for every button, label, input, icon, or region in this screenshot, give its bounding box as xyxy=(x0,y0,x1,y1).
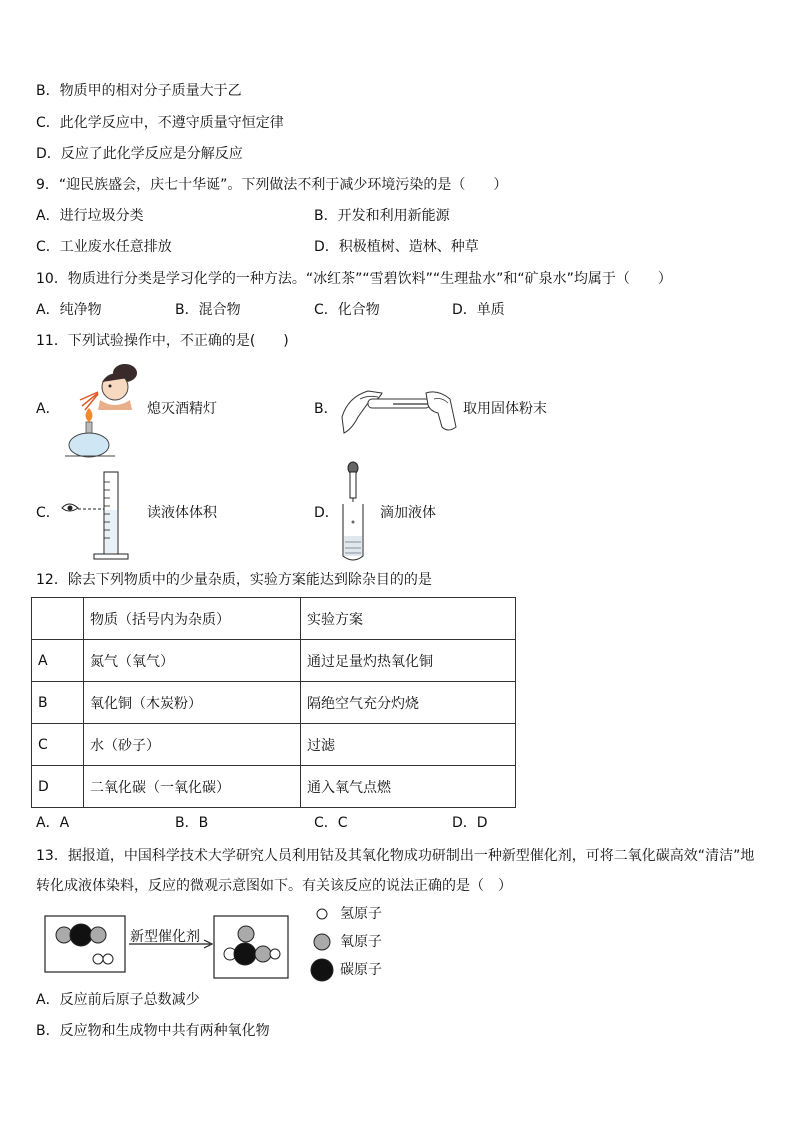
table-cell: D xyxy=(32,766,84,808)
q8-option-d: D．反应了此化学反应是分解反应 xyxy=(36,146,243,162)
q10-option-a: A．纯净物 xyxy=(36,302,102,318)
q11-option-d-letter: D． xyxy=(314,505,339,521)
q12-option-b: B．B xyxy=(175,815,209,831)
q13-stem-line1: 13．据报道，中国科学技术大学研究人员利用钴及其氧化物成功研制出一种新型催化剂，可将二氧化碳高效“清洁”地 xyxy=(36,848,755,864)
q12-option-a: A．A xyxy=(36,815,70,831)
q9-stem: 9．“迎民族盛会，庆七十华诞”。下列做法不利于减少环境污染的是（ ） xyxy=(36,177,508,193)
table-row xyxy=(32,682,516,724)
q13-option-b: B．反应物和生成物中共有两种氧化物 xyxy=(36,1023,270,1039)
table-cell: 过滤 xyxy=(301,724,516,766)
q9-option-b: B．开发和利用新能源 xyxy=(314,208,450,224)
q11-option-c-label: 读液体体积 xyxy=(147,505,217,521)
table-cell: 通入氧气点燃 xyxy=(301,766,516,808)
q8-option-c: C．此化学反应中，不遵守质量守恒定律 xyxy=(36,115,284,131)
catalyst-label: 新型催化剂 xyxy=(130,929,200,945)
q10-stem: 10．物质进行分类是学习化学的一种方法。“冰红茶”“雪碧饮料”“生理盐水”和“矿泉水”均属于（ ） xyxy=(36,271,672,287)
table-cell: 物质（括号内为杂质） xyxy=(84,598,301,640)
table-row xyxy=(32,766,516,808)
q8-option-b: B．物质甲的相对分子质量大于乙 xyxy=(36,83,242,99)
oxygen-atom xyxy=(238,926,254,942)
q9-option-d: D．积极植树、造林、种草 xyxy=(314,239,479,255)
table-cell: 通过足量灼热氧化铜 xyxy=(301,640,516,682)
q13-option-a: A．反应前后原子总数减少 xyxy=(36,992,200,1008)
dropper-test-tube-figure xyxy=(336,460,370,564)
carbon-atom xyxy=(70,924,92,946)
table-cell: 实验方案 xyxy=(301,598,516,640)
q13-stem-line2: 转化成液体染料，反应的微观示意图如下。有关该反应的说法正确的是（ ） xyxy=(36,878,512,894)
legend-oxygen: 氧原子 xyxy=(340,934,382,950)
table-cell: C xyxy=(32,724,84,766)
q11-option-a-label: 熄灭酒精灯 xyxy=(147,401,217,417)
carbon-legend-icon xyxy=(311,959,333,981)
alcohol-lamp-blowing-figure xyxy=(60,360,150,460)
table-row xyxy=(32,724,516,766)
oxygen-atom xyxy=(255,946,271,962)
oxygen-legend-icon xyxy=(314,934,330,950)
q11-stem: 11．下列试验操作中，不正确的是( ) xyxy=(36,333,289,349)
table-cell: 氮气（氧气） xyxy=(84,640,301,682)
hydrogen-atom xyxy=(93,954,103,964)
legend-carbon: 碳原子 xyxy=(340,962,382,978)
q12-option-d: D．D xyxy=(452,815,488,831)
q11-option-d-label: 滴加液体 xyxy=(380,505,436,521)
graduated-cylinder-figure xyxy=(60,462,140,562)
q11-option-b-letter: B． xyxy=(314,401,338,417)
q11-option-c-letter: C． xyxy=(36,505,60,521)
powder-test-tube-figure xyxy=(338,377,460,439)
table-cell: 隔绝空气充分灼烧 xyxy=(301,682,516,724)
q10-option-d: D．单质 xyxy=(452,302,505,318)
q12-stem: 12．除去下列物质中的少量杂质，实验方案能达到除杂目的的是 xyxy=(36,572,432,588)
q11-option-b-label: 取用固体粉末 xyxy=(463,401,547,417)
table-cell: 水（砂子） xyxy=(84,724,301,766)
q10-option-c: C．化合物 xyxy=(314,302,380,318)
hydrogen-atom xyxy=(270,949,280,959)
q11-option-a-letter: A． xyxy=(36,401,60,417)
legend-hydrogen: 氢原子 xyxy=(340,906,382,922)
table-cell: B xyxy=(32,682,84,724)
table-header-row xyxy=(32,598,516,640)
oxygen-atom xyxy=(90,927,106,943)
q10-option-b: B．混合物 xyxy=(175,302,241,318)
q12-option-c: C．C xyxy=(314,815,348,831)
table-cell: A xyxy=(32,640,84,682)
atom-legend-icons xyxy=(310,904,340,984)
table-row xyxy=(32,640,516,682)
q12-table xyxy=(31,597,516,808)
hydrogen-atom xyxy=(103,954,113,964)
carbon-atom xyxy=(234,943,256,965)
q9-option-a: A．进行垃圾分类 xyxy=(36,208,144,224)
table-cell: 氧化铜（木炭粉） xyxy=(84,682,301,724)
table-cell xyxy=(32,598,84,640)
hydrogen-legend-icon xyxy=(317,909,327,919)
q9-option-c: C．工业废水任意排放 xyxy=(36,239,172,255)
table-cell: 二氧化碳（一氧化碳） xyxy=(84,766,301,808)
